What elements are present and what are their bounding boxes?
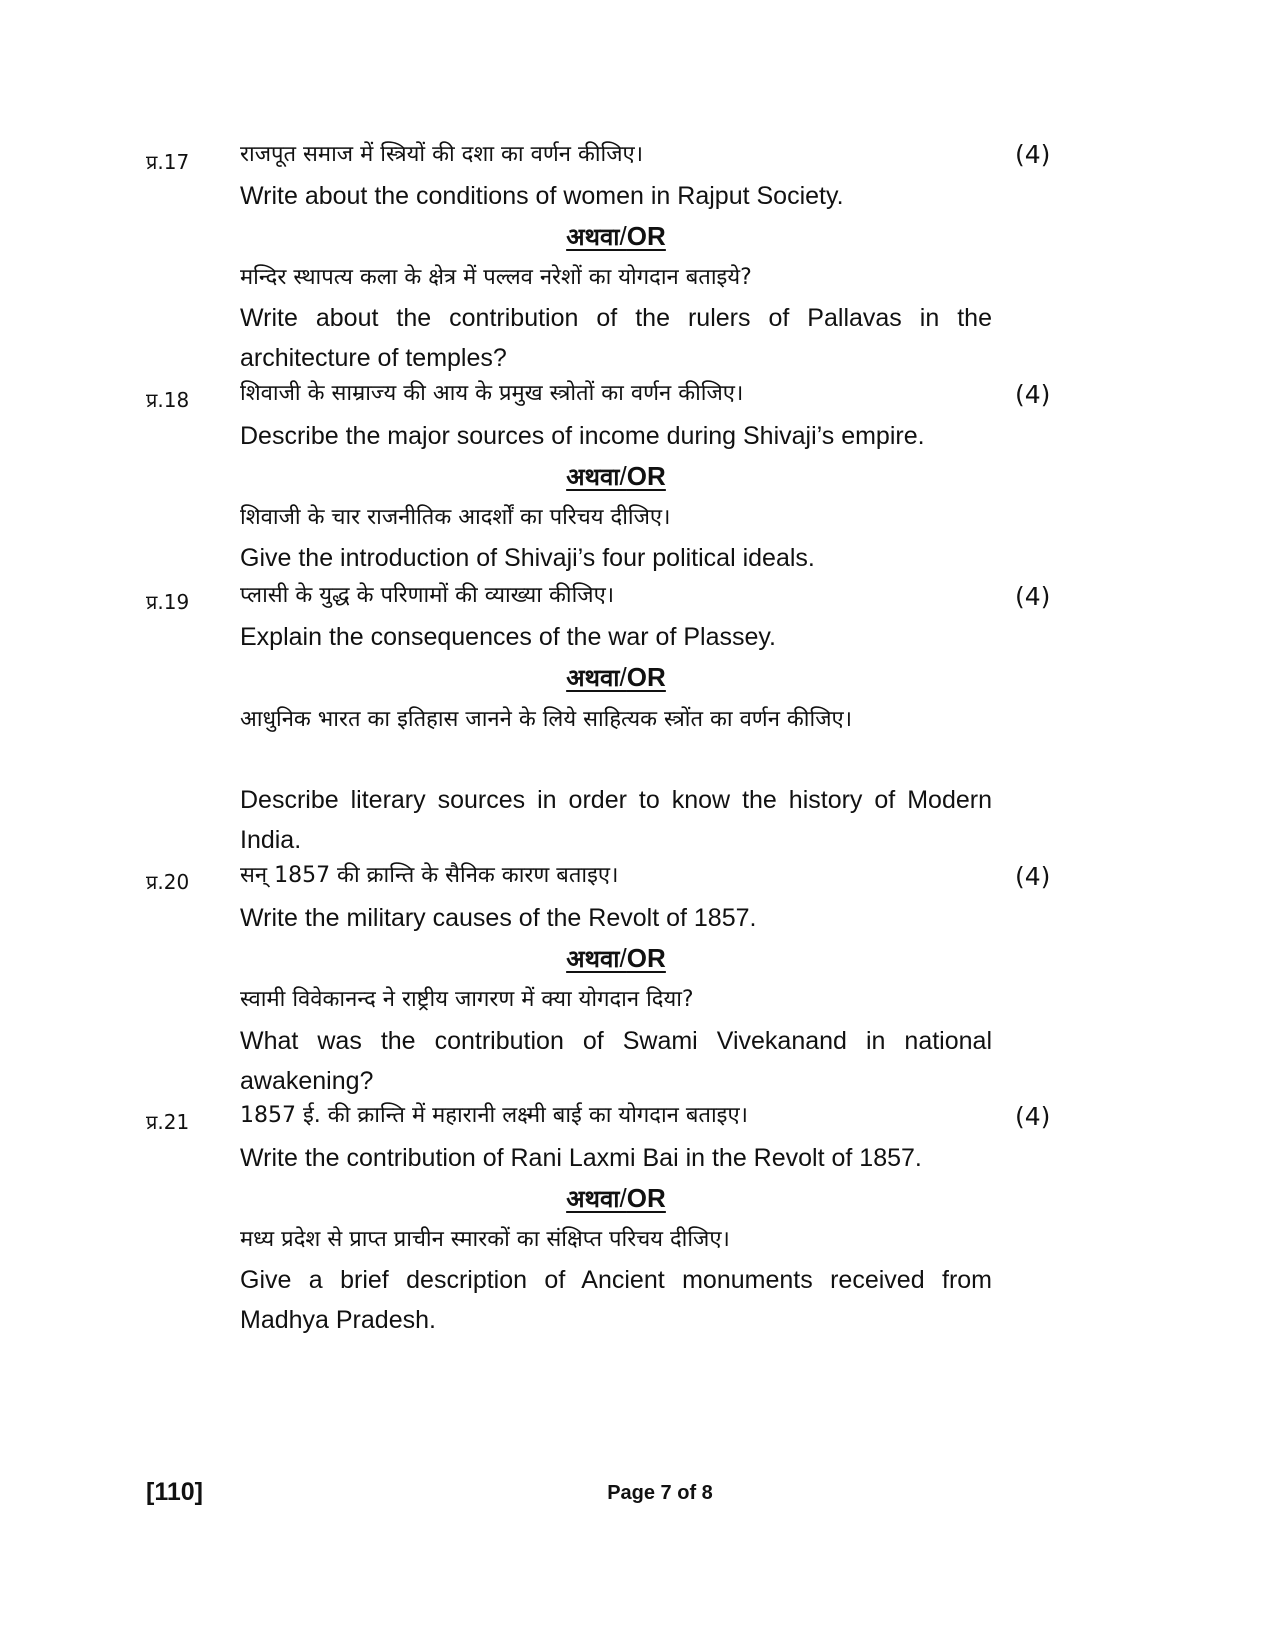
alternate-question-hindi: मन्दिर स्थापत्य कला के क्षेत्र में पल्लव नरेशों का योगदान बताइये? (240, 265, 752, 290)
question-english: Describe the major sources of income during Shivaji’s empire. (240, 422, 925, 450)
alternate-question-hindi: शिवाजी के चार राजनीतिक आदर्शों का परिचय दीजिए। (240, 505, 671, 530)
question-english: Write the military causes of the Revolt of 1857. (240, 904, 757, 932)
question-english: Explain the consequences of the war of Plassey. (240, 623, 776, 651)
alternate-question-english: Give the introduction of Shivaji’s four political ideals. (240, 544, 815, 572)
question-number: प्र.17 (146, 150, 190, 174)
question-hindi: प्लासी के युद्ध के परिणामों की व्याख्या कीजिए। (240, 583, 615, 608)
alternate-question-english: Give a brief description of Ancient monuments received from Madhya Pradesh. (240, 1266, 992, 1334)
alternate-question-hindi: मध्य प्रदेश से प्राप्त प्राचीन स्मारकों का संक्षिप्त परिचय दीजिए। (240, 1227, 730, 1252)
paper-code: [110] (146, 1478, 203, 1506)
question-number: प्र.19 (146, 590, 190, 614)
alternate-question-english: What was the contribution of Swami Vivekanand in national awakening? (240, 1027, 992, 1095)
question-english: Write about the conditions of women in Rajput Society. (240, 182, 844, 210)
or-divider: अथवा/OR (566, 221, 666, 251)
question-number: प्र.21 (146, 1110, 190, 1134)
alternate-question-hindi: स्वामी विवेकानन्द ने राष्ट्रीय जागरण में क्या योगदान दिया? (240, 987, 694, 1012)
question-marks: (4) (1015, 380, 1051, 409)
alternate-question-english: Write about the contribution of the rulers of Pallavas in the architecture of temples? (240, 304, 992, 372)
question-marks: (4) (1015, 1102, 1051, 1131)
question-marks: (4) (1015, 140, 1051, 169)
question-english: Write the contribution of Rani Laxmi Bai in the Revolt of 1857. (240, 1144, 922, 1172)
or-divider: अथवा/OR (566, 662, 666, 692)
alternate-question-hindi: आधुनिक भारत का इतिहास जानने के लिये साहित्यक स्त्रोंत का वर्णन कीजिए। (240, 707, 853, 732)
page-number: Page 7 of 8 (607, 1482, 713, 1504)
or-divider: अथवा/OR (566, 943, 666, 973)
question-hindi: सन् 1857 की क्रान्ति के सैनिक कारण बताइए। (240, 863, 619, 888)
question-hindi: राजपूत समाज में स्त्रियों की दशा का वर्णन कीजिए। (240, 142, 644, 167)
question-marks: (4) (1015, 582, 1051, 611)
question-hindi: शिवाजी के साम्राज्य की आय के प्रमुख स्त्रोतों का वर्णन कीजिए। (240, 381, 744, 406)
question-number: प्र.20 (146, 870, 190, 894)
question-marks: (4) (1015, 862, 1051, 891)
question-hindi: 1857 ई. की क्रान्ति में महारानी लक्ष्मी बाई का योगदान बताइए। (240, 1103, 748, 1128)
or-divider: अथवा/OR (566, 1183, 666, 1213)
or-divider: अथवा/OR (566, 461, 666, 491)
alternate-question-english: Describe literary sources in order to know the history of Modern India. (240, 786, 992, 854)
question-number: प्र.18 (146, 388, 190, 412)
